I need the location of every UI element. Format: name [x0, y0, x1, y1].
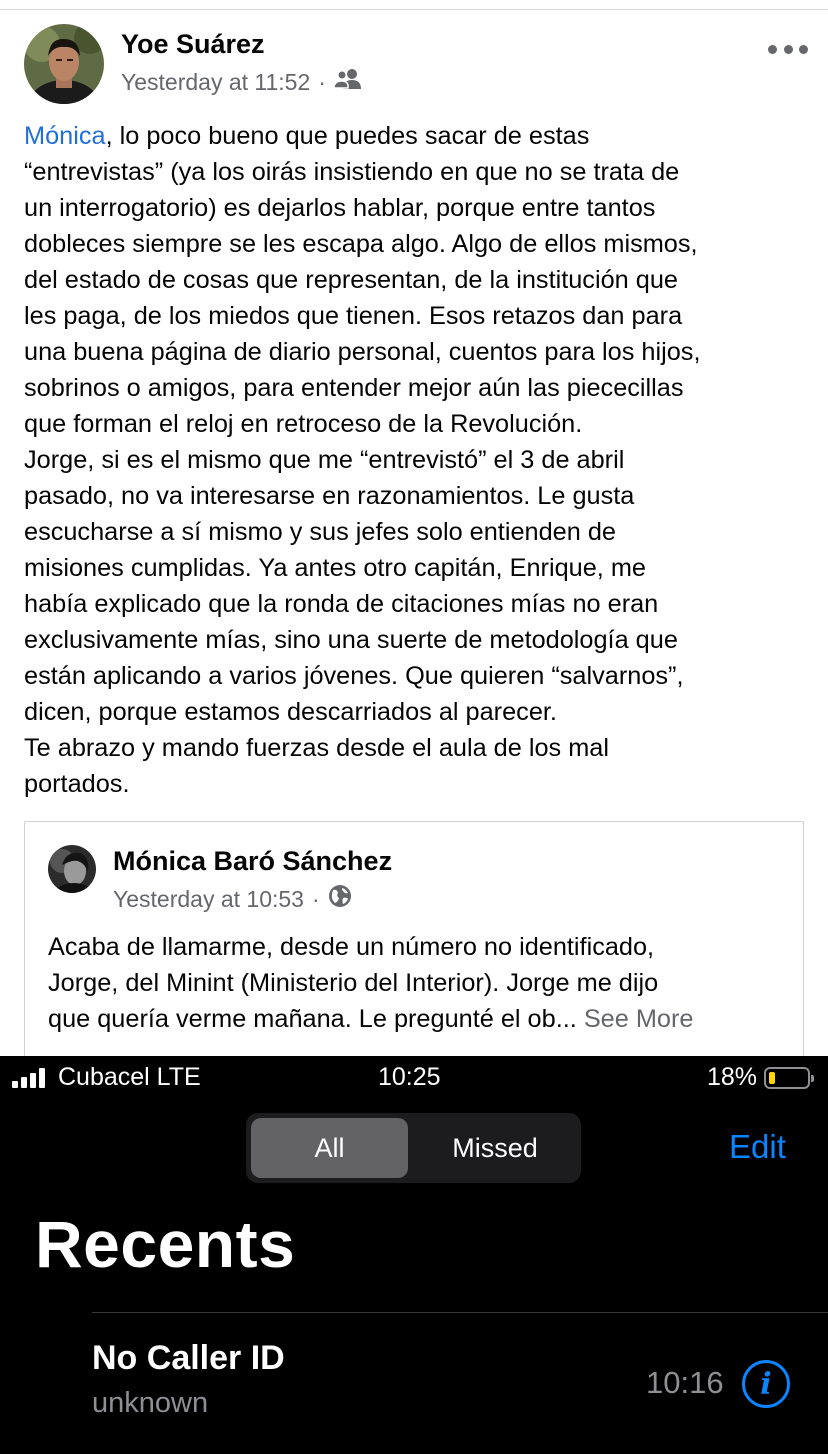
- friends-icon: [334, 68, 362, 96]
- mention-link[interactable]: Mónica: [24, 122, 106, 150]
- post-line: “entrevistas” (ya los oirás insistiendo en que no se trata de: [24, 158, 680, 186]
- post-line: que forman el reloj en retroceso de la Revolución.: [24, 410, 583, 438]
- see-more-link[interactable]: See More: [583, 1005, 694, 1033]
- shared-line: Jorge, del Minint (Ministerio del Interior). Jorge me dijo: [48, 969, 659, 997]
- carrier-label: Cubacel LTE: [58, 1063, 201, 1091]
- separator-dot: ·: [318, 68, 326, 95]
- post-line: pasado, no va interesarse en razonamientos. Le gusta: [24, 482, 635, 510]
- post-line: Te abrazo y mando fuerzas desde el aula de los mal: [24, 734, 609, 762]
- call-row[interactable]: [0, 1313, 828, 1454]
- post-line: les paga, de los miedos que tienen. Esos retazos dan para: [24, 302, 683, 330]
- post-line: una buena página de diario personal, cuentos para los hijos,: [24, 338, 701, 366]
- signal-icon: [12, 1068, 45, 1088]
- segmented-control: [246, 1113, 581, 1183]
- post-meta: [121, 68, 362, 96]
- post-line: misiones cumplidas. Ya antes otro capitán, Enrique, me: [24, 554, 646, 582]
- post-author[interactable]: Yoe Suárez: [121, 29, 265, 59]
- more-options-icon[interactable]: [768, 34, 808, 64]
- status-time: 10:25: [378, 1063, 441, 1091]
- shared-timestamp[interactable]: Yesterday at 10:53: [113, 885, 304, 912]
- page-title: Recents: [35, 1207, 296, 1281]
- segment-missed[interactable]: Missed: [452, 1132, 538, 1163]
- call-time: 10:16: [646, 1365, 724, 1400]
- post-timestamp[interactable]: Yesterday at 11:52: [121, 68, 311, 95]
- post-body: [24, 118, 814, 802]
- shared-avatar[interactable]: [48, 845, 96, 893]
- shared-meta: [113, 884, 352, 914]
- post-line: un interrogatorio) es dejarlos hablar, porque entre tantos: [24, 194, 656, 222]
- shared-post-card[interactable]: [24, 821, 804, 1056]
- battery-percent: 18%: [707, 1063, 758, 1091]
- separator-dot: ·: [311, 885, 320, 912]
- divider: [0, 9, 828, 10]
- battery-icon: [764, 1067, 810, 1089]
- shared-body: [48, 929, 788, 1037]
- shared-line: Acaba de llamarme, desde un número no identificado,: [48, 933, 655, 961]
- shared-author[interactable]: Mónica Baró Sánchez: [113, 846, 393, 876]
- post-line: sobrinos o amigos, para entender mejor aún las piececillas: [24, 374, 684, 402]
- post-line: dobleces siempre se les escapa algo. Algo de ellos mismos,: [24, 230, 698, 258]
- edit-button[interactable]: Edit: [729, 1128, 786, 1165]
- post-line: exclusivamente mías, sino una suerte de metodología que: [24, 626, 678, 654]
- status-bar: [0, 1056, 828, 1100]
- phone-recents-screenshot: [0, 1056, 828, 1454]
- post-line: Jorge, si es el mismo que me “entrevistó” el 3 de abril: [24, 446, 625, 474]
- post-line: Mónica, lo poco bueno que puedes sacar de estas: [24, 122, 590, 150]
- caller-subtitle: unknown: [92, 1387, 209, 1419]
- globe-icon: [328, 884, 352, 914]
- segment-all[interactable]: All: [251, 1118, 408, 1178]
- post-line: había explicado que la ronda de citaciones mías no eran: [24, 590, 659, 618]
- avatar[interactable]: [24, 24, 104, 104]
- shared-line: que quería verme mañana. Le pregunté el ob... See More: [48, 1005, 694, 1033]
- info-icon[interactable]: i: [742, 1360, 790, 1408]
- caller-name: No Caller ID: [92, 1339, 285, 1377]
- post-line: portados.: [24, 770, 130, 798]
- post-line: dicen, porque estamos descarriados al parecer.: [24, 698, 557, 726]
- post-line: están aplicando a varios jóvenes. Que quieren “salvarnos”,: [24, 662, 684, 690]
- post-line: escucharse a sí mismo y sus jefes solo entienden de: [24, 518, 616, 546]
- post-line: del estado de cosas que representan, de la institución que: [24, 266, 678, 294]
